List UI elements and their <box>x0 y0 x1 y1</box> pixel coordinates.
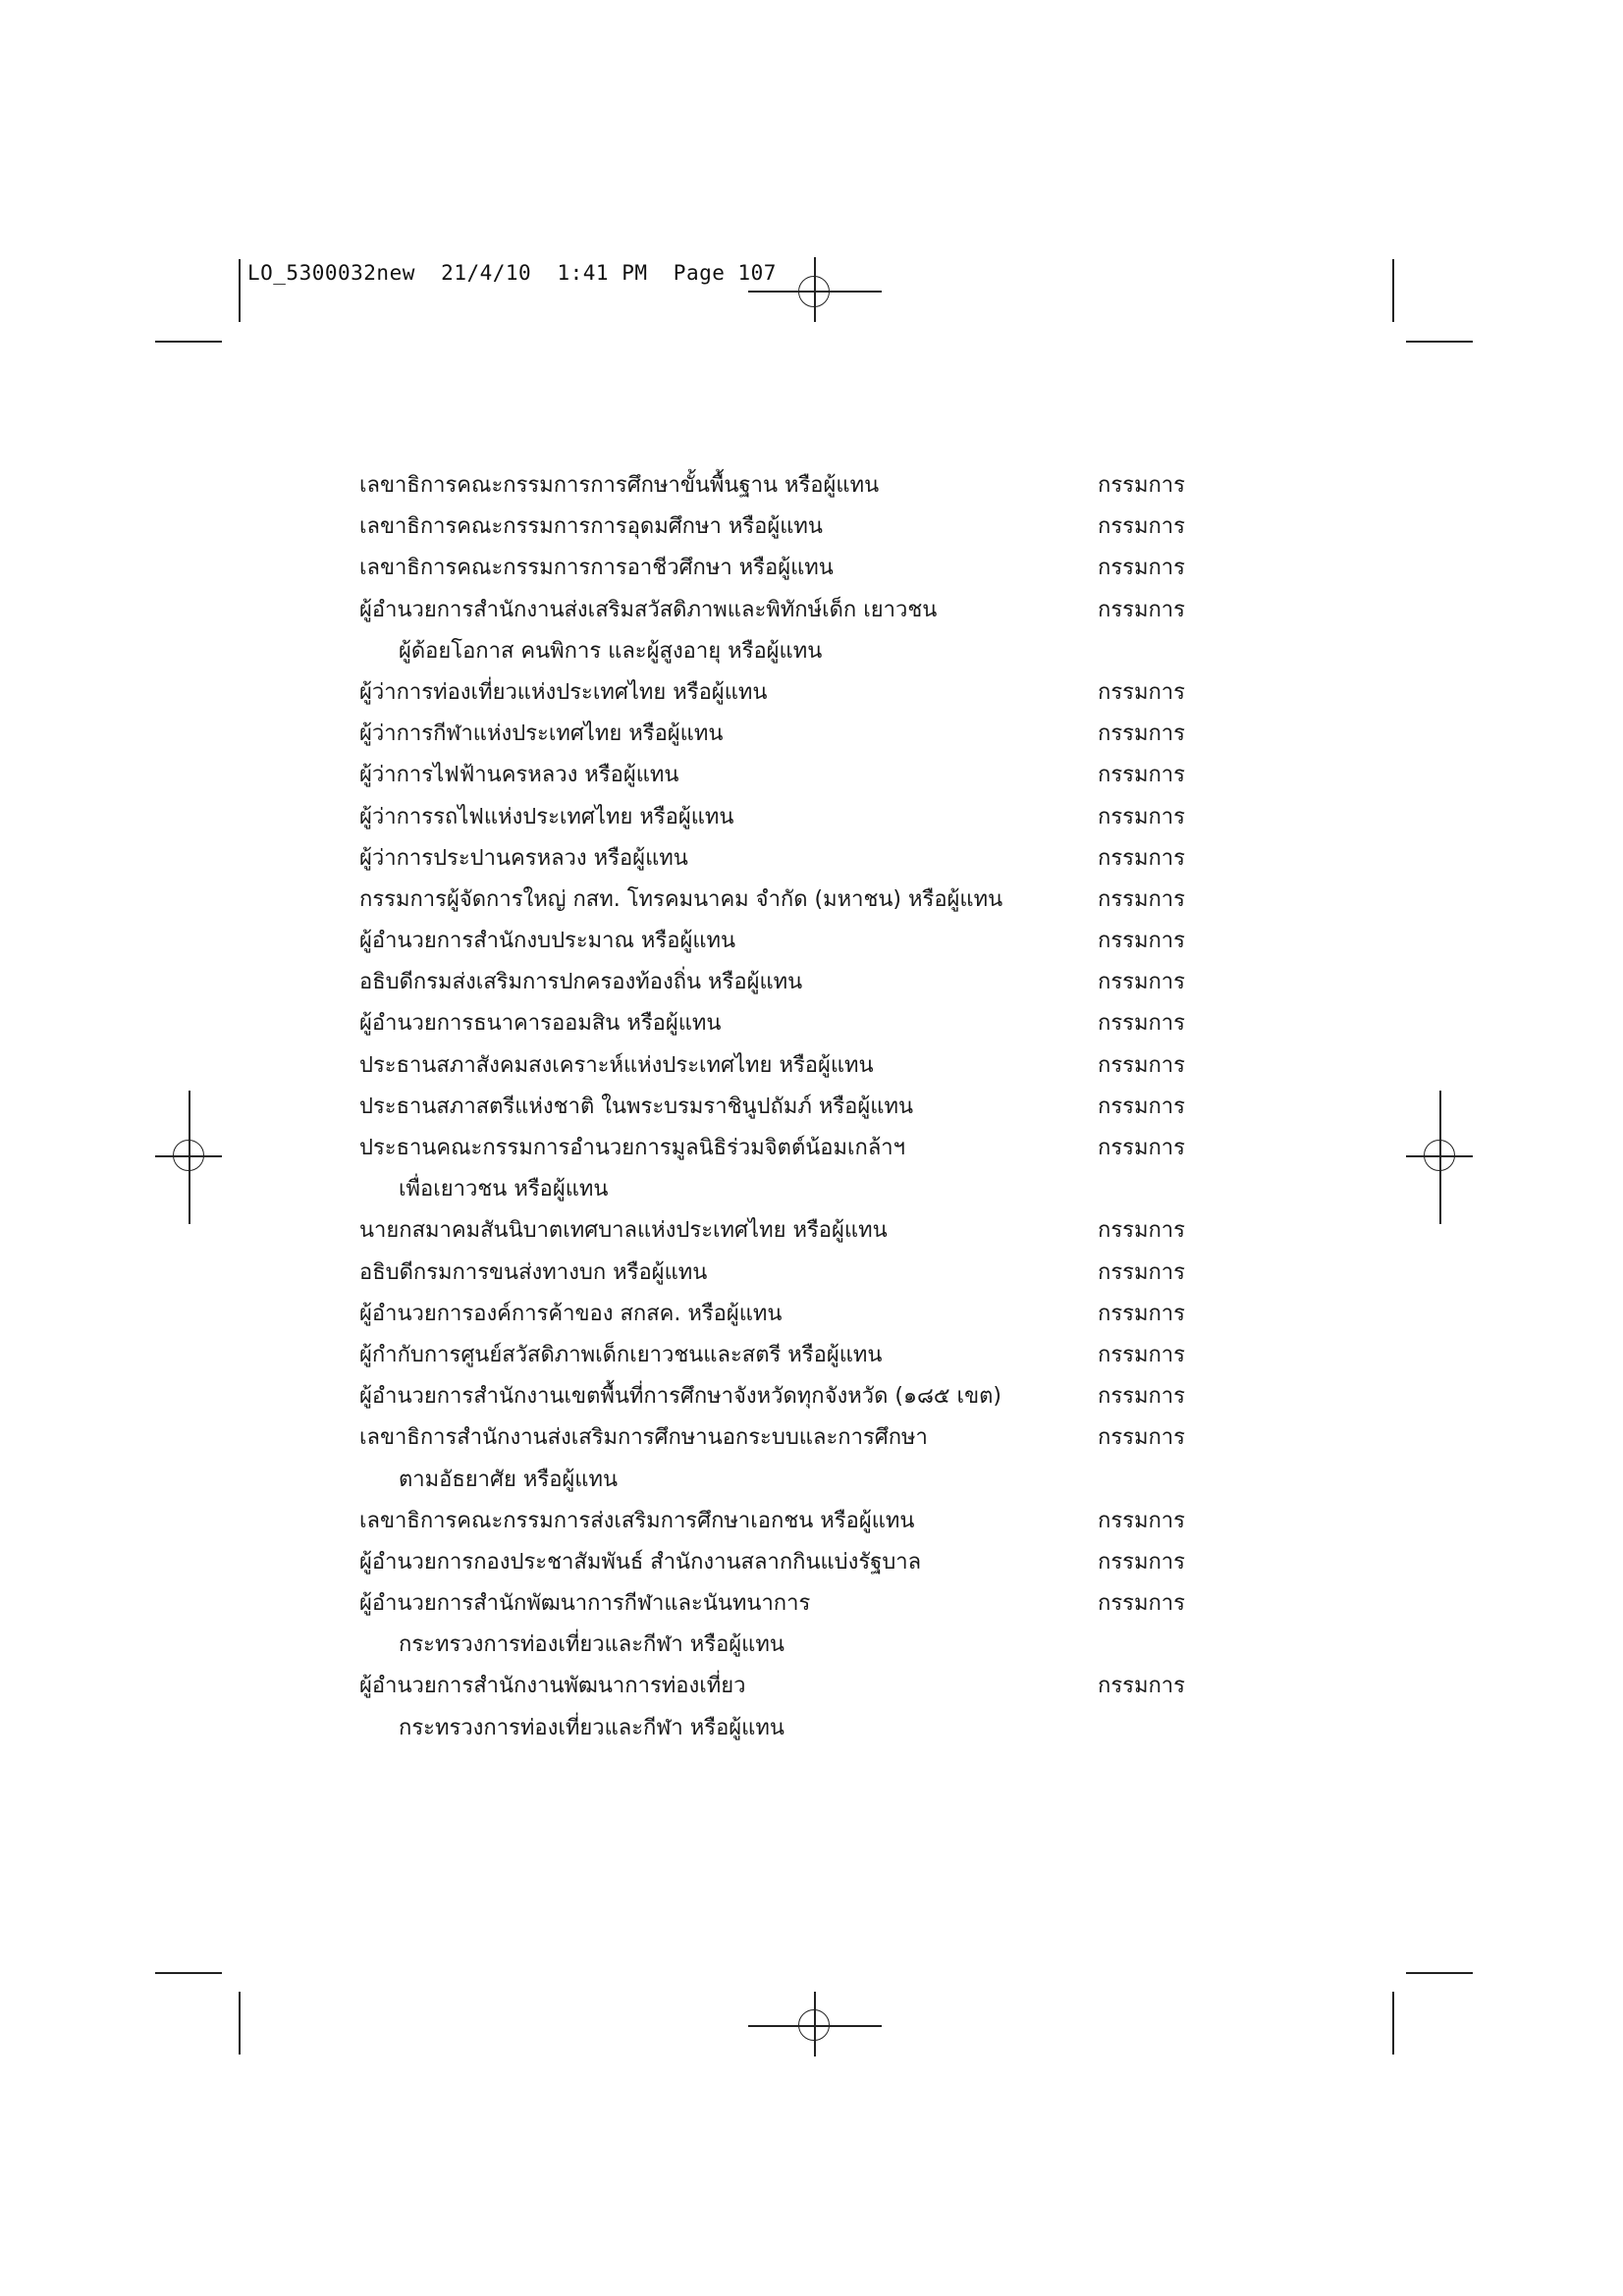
member-title: เลขาธิการคณะกรรมการการอุดมศึกษา หรือผู้แทน <box>359 514 823 540</box>
committee-list <box>359 465 1184 1749</box>
member-role: กรรมการ <box>1098 1549 1185 1575</box>
registration-mark-circle <box>798 2009 830 2041</box>
member-title: อธิบดีกรมส่งเสริมการปกครองท้องถิ่น หรือผู้แทน <box>359 970 803 995</box>
member-title: เลขาธิการสำนักงานส่งเสริมการศึกษานอกระบบและการศึกษา <box>359 1425 928 1451</box>
list-item <box>359 1666 1184 1707</box>
member-role: กรรมการ <box>1098 1674 1185 1699</box>
member-title: กระทรวงการท่องเที่ยวและกีฬา หรือผู้แทน <box>399 1632 784 1658</box>
member-role: กรรมการ <box>1098 1094 1185 1119</box>
member-title: ผู้อำนวยการองค์การค้าของ สกสค. หรือผู้แทน <box>359 1301 783 1326</box>
list-item <box>359 1542 1184 1583</box>
member-title: ประธานสภาสตรีแห่งชาติ ในพระบรมราชินูปถัมภ์ หรือผู้แทน <box>359 1094 913 1119</box>
list-item-continuation <box>359 1625 1184 1666</box>
registration-mark-circle <box>1424 1140 1455 1171</box>
member-role: กรรมการ <box>1098 556 1185 581</box>
list-item <box>359 1210 1184 1252</box>
member-title: เพื่อเยาวชน หรือผู้แทน <box>399 1177 609 1202</box>
crop-mark <box>1406 341 1473 343</box>
member-role: กรรมการ <box>1098 1384 1185 1410</box>
member-role: กรรมการ <box>1098 1591 1185 1617</box>
member-title: ผู้อำนวยการกองประชาสัมพันธ์ สำนักงานสลากกินแบ่งรัฐบาล <box>359 1549 922 1575</box>
list-item <box>359 755 1184 796</box>
crop-mark <box>1392 259 1394 322</box>
member-role: กรรมการ <box>1098 1425 1185 1451</box>
member-title: กระทรวงการท่องเที่ยวและกีฬา หรือผู้แทน <box>399 1715 784 1740</box>
slug-page: Page 107 <box>673 261 777 285</box>
member-title: นายกสมาคมสันนิบาตเทศบาลแห่งประเทศไทย หรือผู้แทน <box>359 1218 888 1244</box>
list-item <box>359 1128 1184 1169</box>
list-item-continuation <box>359 631 1184 672</box>
list-item <box>359 672 1184 714</box>
member-role: กรรมการ <box>1098 597 1185 622</box>
member-title: ตามอัธยาศัย หรือผู้แทน <box>399 1467 619 1492</box>
list-item <box>359 1045 1184 1087</box>
list-item-continuation <box>359 1708 1184 1749</box>
slug-time: 1:41 PM <box>557 261 648 285</box>
list-item <box>359 838 1184 880</box>
crop-mark <box>155 1972 222 1974</box>
member-role: กรรมการ <box>1098 1136 1185 1160</box>
list-item-continuation <box>359 1169 1184 1210</box>
list-item <box>359 1501 1184 1542</box>
member-title: ผู้ว่าการประปานครหลวง หรือผู้แทน <box>359 845 688 871</box>
member-role: กรรมการ <box>1098 1508 1185 1533</box>
print-slug <box>247 261 777 285</box>
member-title: ผู้ว่าการกีฬาแห่งประเทศไทย หรือผู้แทน <box>359 721 724 747</box>
list-item <box>359 1294 1184 1335</box>
member-title: ผู้อำนวยการสำนักพัฒนาการกีฬาและนันทนาการ <box>359 1591 811 1617</box>
member-title: ผู้อำนวยการสำนักงานพัฒนาการท่องเที่ยว <box>359 1674 746 1699</box>
member-role: กรรมการ <box>1098 1259 1185 1285</box>
list-item <box>359 962 1184 1003</box>
member-title: กรรมการผู้จัดการใหญ่ กสท. โทรคมนาคม จำกัด (มหาชน) หรือผู้แทน <box>359 886 1003 912</box>
list-item <box>359 1003 1184 1044</box>
list-item <box>359 465 1184 507</box>
member-role: กรรมการ <box>1098 1218 1185 1244</box>
crop-mark <box>1406 1972 1473 1974</box>
member-title: ผู้อำนวยการสำนักงบประมาณ หรือผู้แทน <box>359 929 736 954</box>
member-title: ผู้กำกับการศูนย์สวัสดิภาพเด็กเยาวชนและสตรี หรือผู้แทน <box>359 1342 883 1367</box>
list-item <box>359 548 1184 589</box>
member-role: กรรมการ <box>1098 804 1185 829</box>
list-item <box>359 714 1184 755</box>
list-item <box>359 1417 1184 1459</box>
member-title: เลขาธิการคณะกรรมการการอาชีวศึกษา หรือผู้แทน <box>359 556 834 581</box>
crop-mark <box>155 341 222 343</box>
crop-mark <box>1392 1992 1394 2055</box>
member-role: กรรมการ <box>1098 721 1185 747</box>
list-item <box>359 880 1184 921</box>
member-title: ผู้อำนวยการสำนักงานเขตพื้นที่การศึกษาจังหวัดทุกจังหวัด (๑๘๕ เขต) <box>359 1384 1001 1410</box>
member-title: ผู้ว่าการไฟฟ้านครหลวง หรือผู้แทน <box>359 763 679 788</box>
member-role: กรรมการ <box>1098 929 1185 954</box>
crop-mark <box>239 1992 241 2055</box>
list-item-continuation <box>359 1460 1184 1501</box>
member-title: อธิบดีกรมการขนส่งทางบก หรือผู้แทน <box>359 1259 708 1285</box>
member-title: ผู้ว่าการท่องเที่ยวแห่งประเทศไทย หรือผู้แทน <box>359 679 768 705</box>
member-title: ผู้ว่าการรถไฟแห่งประเทศไทย หรือผู้แทน <box>359 804 734 829</box>
member-role: กรรมการ <box>1098 514 1185 540</box>
list-item <box>359 507 1184 548</box>
member-role: กรรมการ <box>1098 1011 1185 1037</box>
registration-mark-circle <box>173 1140 204 1171</box>
member-role: กรรมการ <box>1098 1301 1185 1326</box>
slug-file: LO_5300032new <box>247 261 415 285</box>
member-role: กรรมการ <box>1098 1052 1185 1078</box>
member-role: กรรมการ <box>1098 763 1185 788</box>
member-title: เลขาธิการคณะกรรมการส่งเสริมการศึกษาเอกชน หรือผู้แทน <box>359 1508 915 1533</box>
list-item <box>359 1253 1184 1294</box>
list-item <box>359 921 1184 962</box>
list-item <box>359 797 1184 838</box>
list-item <box>359 590 1184 631</box>
member-title: เลขาธิการคณะกรรมการการศึกษาขั้นพื้นฐาน หรือผู้แทน <box>359 473 880 498</box>
registration-mark-circle <box>798 276 830 307</box>
member-title: ประธานคณะกรรมการอำนวยการมูลนิธิร่วมจิตต์น้อมเกล้าฯ <box>359 1136 906 1160</box>
member-title: ประธานสภาสังคมสงเคราะห์แห่งประเทศไทย หรือผู้แทน <box>359 1052 874 1078</box>
slug-date: 21/4/10 <box>441 261 532 285</box>
member-title: ผู้อำนวยการสำนักงานส่งเสริมสวัสดิภาพและพิทักษ์เด็ก เยาวชน <box>359 597 938 622</box>
list-item <box>359 1583 1184 1625</box>
member-role: กรรมการ <box>1098 473 1185 498</box>
member-role: กรรมการ <box>1098 886 1185 912</box>
member-role: กรรมการ <box>1098 1342 1185 1367</box>
member-role: กรรมการ <box>1098 679 1185 705</box>
member-role: กรรมการ <box>1098 845 1185 871</box>
member-title: ผู้ด้อยโอกาส คนพิการ และผู้สูงอายุ หรือผู้แทน <box>399 638 823 664</box>
member-title: ผู้อำนวยการธนาคารออมสิน หรือผู้แทน <box>359 1011 722 1037</box>
list-item <box>359 1087 1184 1128</box>
member-role: กรรมการ <box>1098 970 1185 995</box>
crop-mark <box>239 259 241 322</box>
list-item <box>359 1376 1184 1417</box>
list-item <box>359 1335 1184 1376</box>
